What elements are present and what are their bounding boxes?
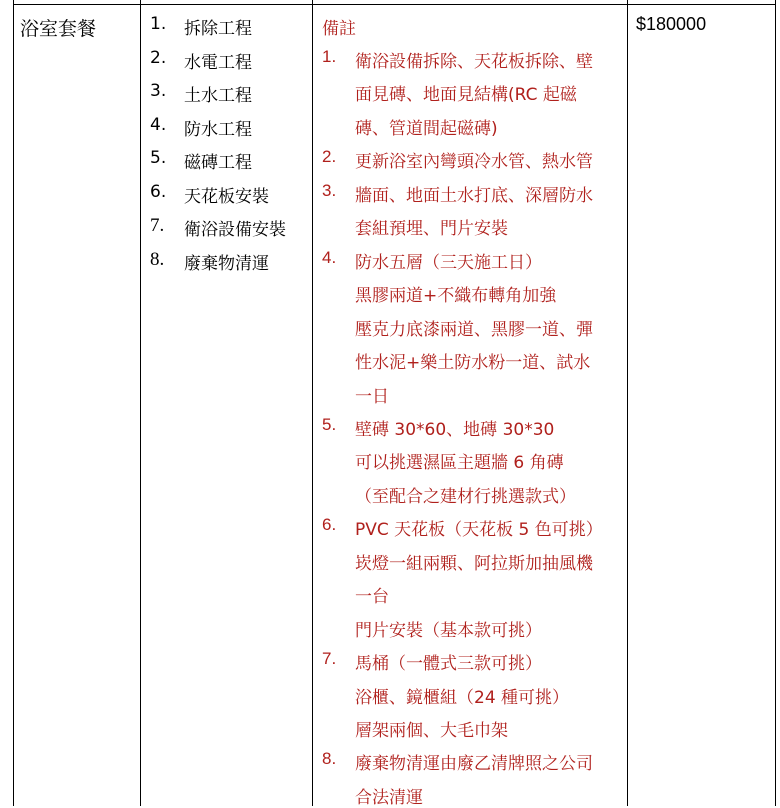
note-text: 防水五層（三天施工日） — [355, 252, 542, 273]
note-text: 廢棄物清運由廢乙清牌照之公司 — [355, 754, 593, 775]
note-text: PVC 天花板（天花板 5 色可挑） — [355, 520, 603, 541]
work-item-number: 8. — [150, 248, 165, 270]
table-left-border — [13, 0, 14, 806]
note-text: 衛浴設備拆除、天花板拆除、壁 — [355, 52, 593, 72]
note-number: 3. — [322, 180, 337, 200]
table-top-border — [13, 4, 775, 5]
note-text: 合法清運 — [355, 787, 423, 808]
note-text: 牆面、地面土水打底、深層防水 — [355, 185, 593, 206]
note-text: 一日 — [355, 386, 389, 407]
note-text: 磚、管道間起磁磚) — [355, 118, 498, 139]
column-divider-2 — [312, 0, 313, 806]
note-text: 馬桶（一體式三款可挑） — [355, 654, 542, 675]
note-number: 4. — [322, 247, 337, 267]
note-text: 套組預埋、門片安裝 — [355, 219, 508, 240]
work-item-label: 拆除工程 — [184, 19, 252, 39]
note-text: 黑膠兩道+不織布轉角加強 — [355, 286, 557, 307]
package-price: $180000 — [636, 14, 707, 34]
note-text: 浴櫃、鏡櫃組（24 種可挑） — [355, 687, 570, 708]
work-item-label: 土水工程 — [184, 86, 252, 106]
work-item-number: 3. — [150, 81, 167, 101]
note-text: 壁磚 30*60、地磚 30*30 — [355, 419, 555, 440]
note-number: 2. — [322, 147, 337, 167]
work-item-label: 水電工程 — [184, 52, 252, 73]
work-item-number: 6. — [150, 181, 167, 202]
work-item-number: 7. — [150, 215, 165, 236]
work-item-label: 衛浴設備安裝 — [184, 220, 286, 240]
column-divider-1 — [140, 0, 141, 806]
work-item-label: 磁磚工程 — [184, 153, 252, 173]
work-item-label: 防水工程 — [184, 119, 252, 140]
package-name: 浴室套餐 — [20, 18, 97, 40]
note-number: 6. — [322, 515, 337, 535]
note-number: 8. — [322, 749, 337, 769]
note-text: 門片安裝（基本款可挑） — [355, 620, 542, 641]
note-text: 一台 — [355, 587, 389, 608]
note-text: 層架兩個、大毛巾架 — [355, 721, 508, 741]
work-item-number: 5. — [150, 148, 167, 168]
note-text: 壓克力底漆兩道、黑膠一道、彈 — [355, 319, 593, 340]
work-item-number: 1. — [150, 14, 167, 34]
work-item-number: 2. — [150, 47, 167, 68]
note-text: 可以挑選濕區主題牆 6 角磚 — [355, 453, 564, 474]
note-text: 面見磚、地面見結構(RC 起磁 — [355, 85, 577, 106]
column-divider-3 — [627, 0, 628, 806]
note-text: 性水泥+樂土防水粉一道、試水 — [355, 353, 591, 374]
note-number: 7. — [322, 649, 337, 669]
note-number: 1. — [322, 47, 337, 66]
work-item-number: 4. — [150, 114, 167, 135]
work-item-label: 天花板安裝 — [184, 186, 269, 207]
note-text: （至配合之建材行挑選款式） — [355, 486, 576, 507]
note-text: 更新浴室內彎頭冷水管、熱水管 — [355, 152, 593, 173]
notes-heading: 備註 — [322, 19, 356, 39]
table-right-border — [775, 0, 776, 806]
work-item-label: 廢棄物清運 — [184, 253, 269, 274]
note-text: 崁燈一組兩顆、阿拉斯加抽風機 — [355, 553, 593, 574]
note-number: 5. — [322, 414, 337, 434]
